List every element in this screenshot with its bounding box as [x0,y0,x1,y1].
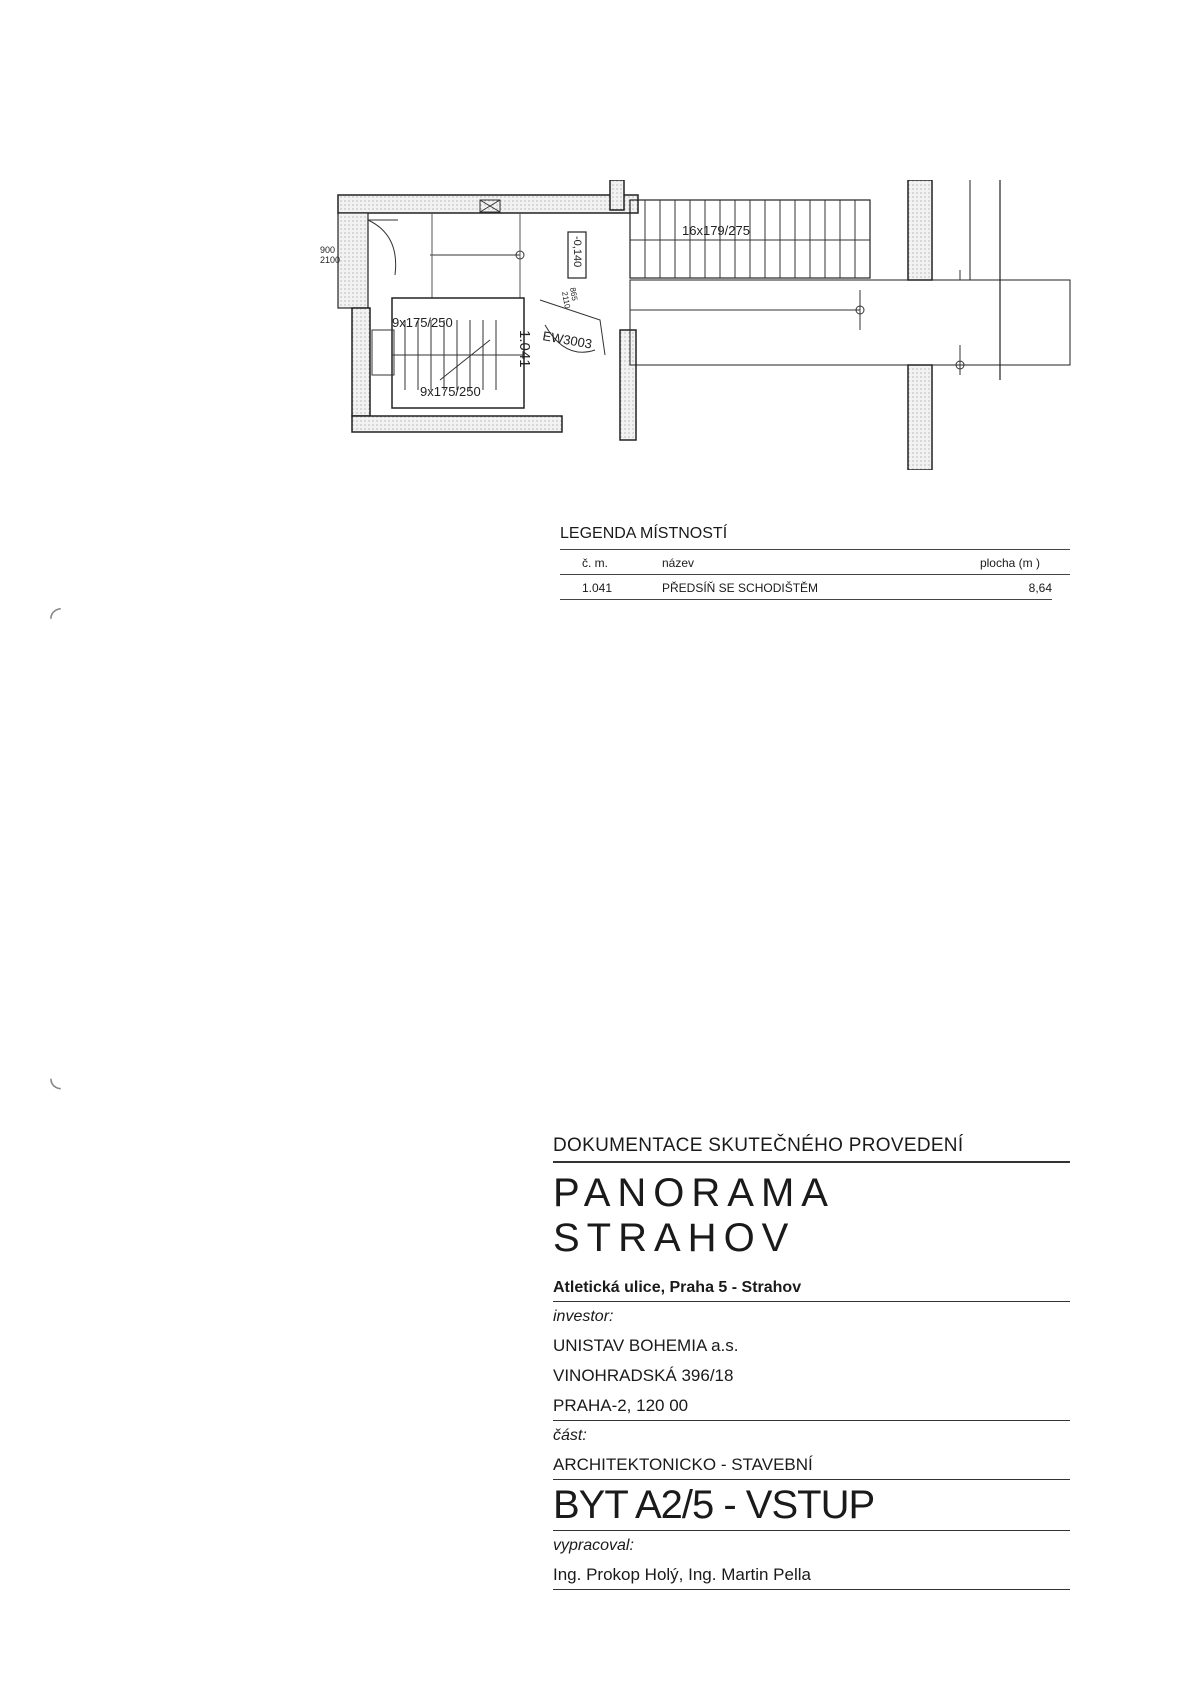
room-legend [560,525,1070,600]
drawing-title-wrap [553,1480,1070,1531]
author-label: vypracoval: [553,1537,634,1554]
part-value: ARCHITEKTONICKO - STAVEBNÍ [553,1445,1070,1480]
legend-title: LEGENDA MÍSTNOSTÍ [560,525,1070,550]
room-number-label: 1.041 [516,330,533,368]
door-dim-a: 865 [568,286,580,302]
inner-stair-top-label: 9x175/250 [392,315,453,330]
door-dim-top: 900 [320,245,336,255]
level-label: -0,140 [571,236,583,268]
door-dim-b: 2110 [560,290,572,310]
investor-street: VINOHRADSKÁ 396/18 [553,1366,734,1385]
legend-row [560,575,1052,600]
upper-stair-label: 16x179/275 [682,223,750,238]
document-type: DOKUMENTACE SKUTEČNÉHO PROVEDENÍ [553,1135,1070,1163]
legend-header-area: plocha (m ) [979,556,1040,570]
binder-hole-mark: ◟ [50,1061,61,1092]
investor-label: investor: [553,1308,614,1325]
floor-plan-drawing [320,180,1080,470]
legend-header-number: č. m. [582,556,608,570]
legend-header-row [560,550,1070,575]
door-dim-bottom: 2100 [320,255,341,265]
floor-plan [320,180,1080,470]
door-code-label: EW3003 [541,328,594,352]
project-name: PANORAMA STRAHOV [553,1171,833,1260]
legend-header-name: název [662,556,695,570]
binder-hole-mark: ◜ [50,601,61,632]
drawing-title: BYT A2/5 - VSTUP [553,1483,875,1527]
title-block [553,1135,1070,1590]
project-address: Atletická ulice, Praha 5 - Strahov [553,1279,1070,1302]
legend-row-area: 8,64 [1028,581,1052,595]
investor-city: PRAHA-2, 120 00 [553,1386,1070,1421]
legend-row-name: PŘEDSÍŇ SE SCHODIŠTĚM [662,581,819,595]
part-label: část: [553,1427,587,1444]
inner-stair-bottom-label: 9x175/250 [420,384,481,399]
legend-row-number: 1.041 [582,581,613,595]
authors: Ing. Prokop Holý, Ing. Martin Pella [553,1555,1070,1590]
investor-name: UNISTAV BOHEMIA a.s. [553,1336,739,1355]
